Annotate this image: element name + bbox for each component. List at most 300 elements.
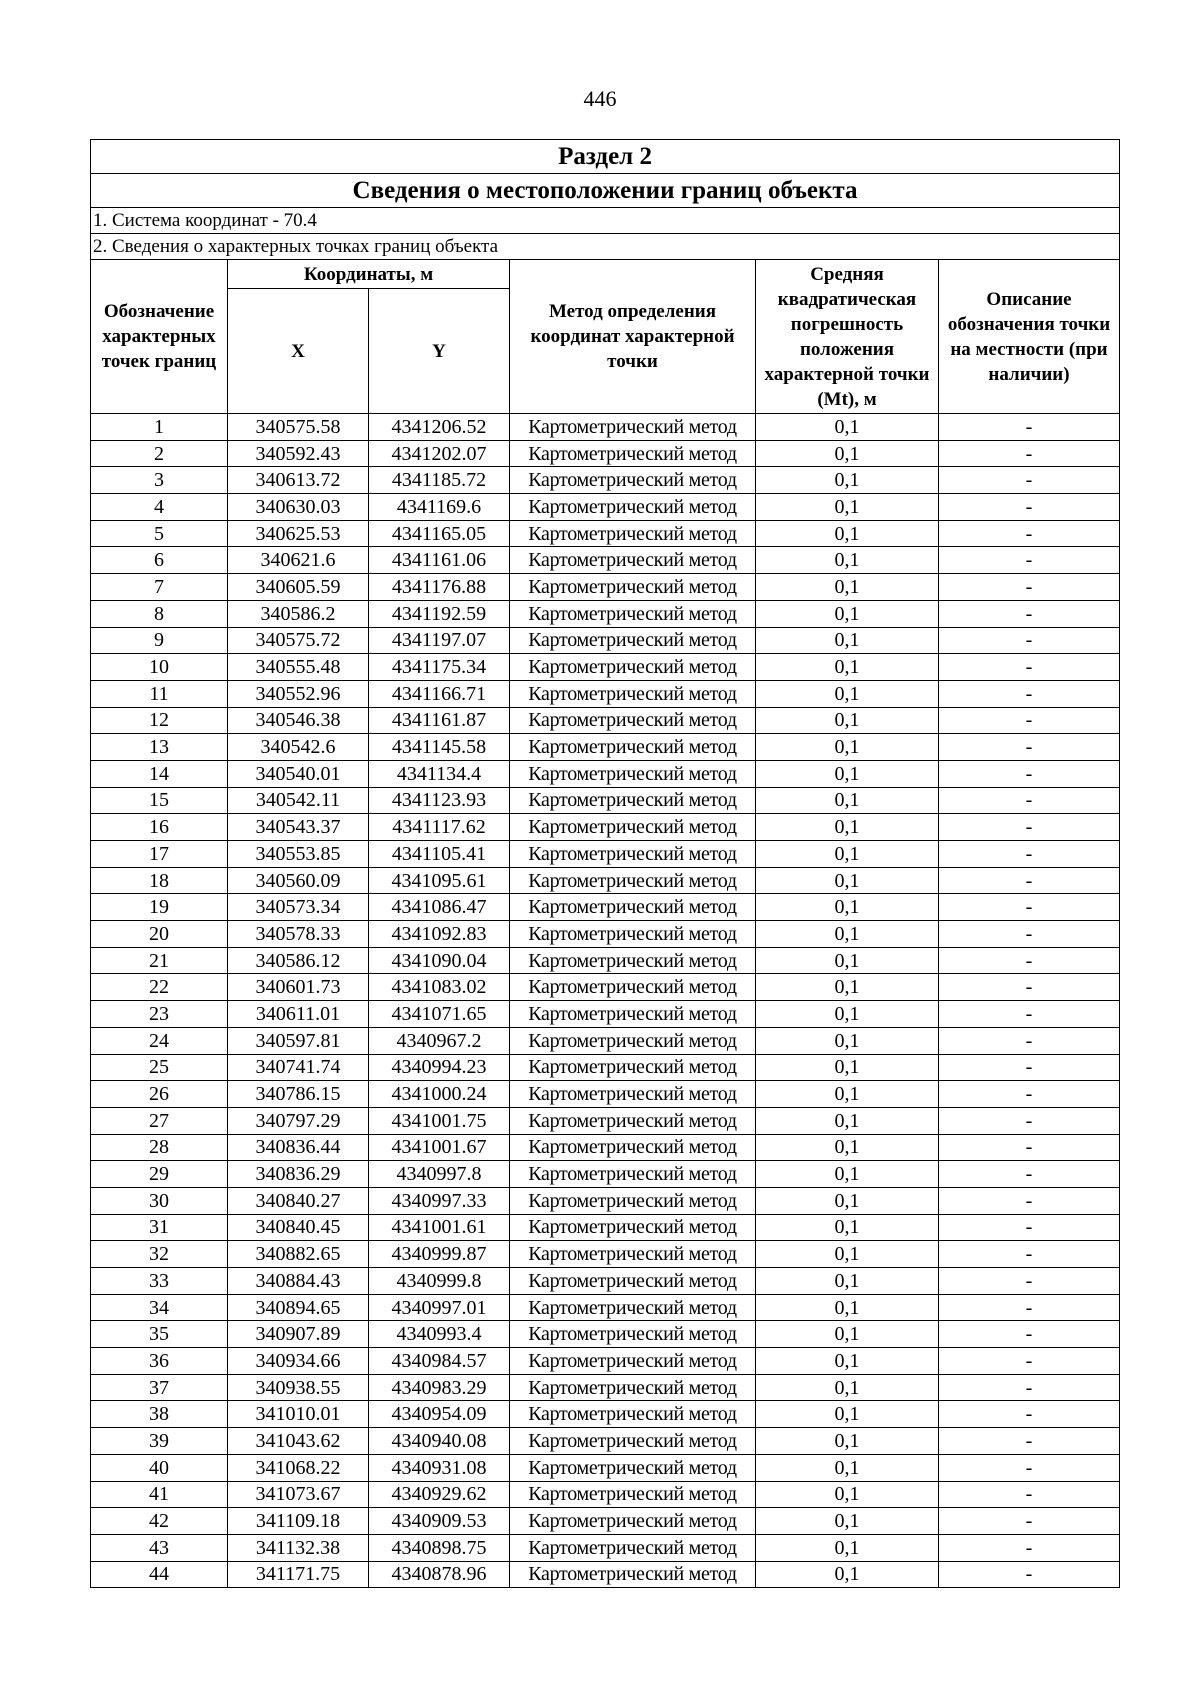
method-cell: Картометрический метод xyxy=(510,1428,756,1455)
method-cell: Картометрический метод xyxy=(510,414,756,441)
y-coordinate-cell: 4341001.67 xyxy=(369,1134,510,1161)
description-cell: - xyxy=(939,867,1120,894)
point-number-cell: 37 xyxy=(91,1374,228,1401)
point-number-cell: 31 xyxy=(91,1214,228,1241)
point-number-cell: 33 xyxy=(91,1268,228,1295)
accuracy-cell: 0,1 xyxy=(756,1321,939,1348)
x-coordinate-cell: 340601.73 xyxy=(228,974,369,1001)
description-cell: - xyxy=(939,1401,1120,1428)
method-cell: Картометрический метод xyxy=(510,894,756,921)
description-cell: - xyxy=(939,1454,1120,1481)
accuracy-cell: 0,1 xyxy=(756,921,939,948)
y-coordinate-cell: 4341165.05 xyxy=(369,520,510,547)
accuracy-cell: 0,1 xyxy=(756,894,939,921)
table-row xyxy=(91,1081,1120,1108)
x-coordinate-cell: 340836.29 xyxy=(228,1161,369,1188)
table-row xyxy=(91,707,1120,734)
description-cell: - xyxy=(939,974,1120,1001)
table-row xyxy=(91,1241,1120,1268)
y-coordinate-cell: 4341206.52 xyxy=(369,414,510,441)
y-coordinate-cell: 4341185.72 xyxy=(369,467,510,494)
accuracy-cell: 0,1 xyxy=(756,974,939,1001)
accuracy-cell: 0,1 xyxy=(756,1187,939,1214)
x-coordinate-cell: 341132.38 xyxy=(228,1534,369,1561)
description-cell: - xyxy=(939,547,1120,574)
table-row xyxy=(91,1001,1120,1028)
y-coordinate-cell: 4340954.09 xyxy=(369,1401,510,1428)
point-number-cell: 26 xyxy=(91,1081,228,1108)
point-number-cell: 16 xyxy=(91,814,228,841)
point-number-cell: 32 xyxy=(91,1241,228,1268)
description-cell: - xyxy=(939,841,1120,868)
y-coordinate-cell: 4340994.23 xyxy=(369,1054,510,1081)
description-cell: - xyxy=(939,574,1120,601)
point-number-cell: 21 xyxy=(91,947,228,974)
header-x: X xyxy=(228,289,369,414)
table-row xyxy=(91,974,1120,1001)
accuracy-cell: 0,1 xyxy=(756,1081,939,1108)
x-coordinate-cell: 341109.18 xyxy=(228,1508,369,1535)
accuracy-cell: 0,1 xyxy=(756,680,939,707)
y-coordinate-cell: 4341071.65 xyxy=(369,1001,510,1028)
header-coordinates: Координаты, м xyxy=(228,260,510,289)
accuracy-cell: 0,1 xyxy=(756,1107,939,1134)
point-number-cell: 12 xyxy=(91,707,228,734)
method-cell: Картометрический метод xyxy=(510,1508,756,1535)
x-coordinate-cell: 340553.85 xyxy=(228,841,369,868)
header-y: Y xyxy=(369,289,510,414)
accuracy-cell: 0,1 xyxy=(756,1241,939,1268)
point-number-cell: 22 xyxy=(91,974,228,1001)
x-coordinate-cell: 341043.62 xyxy=(228,1428,369,1455)
description-cell: - xyxy=(939,947,1120,974)
accuracy-cell: 0,1 xyxy=(756,1481,939,1508)
point-number-cell: 20 xyxy=(91,921,228,948)
accuracy-cell: 0,1 xyxy=(756,654,939,681)
accuracy-cell: 0,1 xyxy=(756,734,939,761)
description-cell: - xyxy=(939,1054,1120,1081)
accuracy-cell: 0,1 xyxy=(756,947,939,974)
y-coordinate-cell: 4341166.71 xyxy=(369,680,510,707)
description-cell: - xyxy=(939,1107,1120,1134)
method-cell: Картометрический метод xyxy=(510,654,756,681)
table-row xyxy=(91,1054,1120,1081)
x-coordinate-cell: 340542.11 xyxy=(228,787,369,814)
point-number-cell: 11 xyxy=(91,680,228,707)
y-coordinate-cell: 4341123.93 xyxy=(369,787,510,814)
y-coordinate-cell: 4341000.24 xyxy=(369,1081,510,1108)
method-cell: Картометрический метод xyxy=(510,1187,756,1214)
method-cell: Картометрический метод xyxy=(510,627,756,654)
accuracy-cell: 0,1 xyxy=(756,1348,939,1375)
y-coordinate-cell: 4341145.58 xyxy=(369,734,510,761)
method-cell: Картометрический метод xyxy=(510,440,756,467)
description-cell: - xyxy=(939,654,1120,681)
description-cell: - xyxy=(939,1321,1120,1348)
table-row xyxy=(91,1454,1120,1481)
method-cell: Картометрический метод xyxy=(510,1534,756,1561)
table-row xyxy=(91,467,1120,494)
description-cell: - xyxy=(939,627,1120,654)
x-coordinate-cell: 340586.12 xyxy=(228,947,369,974)
y-coordinate-cell: 4341001.75 xyxy=(369,1107,510,1134)
method-cell: Картометрический метод xyxy=(510,1454,756,1481)
point-number-cell: 5 xyxy=(91,520,228,547)
point-number-cell: 3 xyxy=(91,467,228,494)
method-cell: Картометрический метод xyxy=(510,1268,756,1295)
accuracy-cell: 0,1 xyxy=(756,1001,939,1028)
x-coordinate-cell: 340542.6 xyxy=(228,734,369,761)
accuracy-cell: 0,1 xyxy=(756,760,939,787)
x-coordinate-cell: 340560.09 xyxy=(228,867,369,894)
method-cell: Картометрический метод xyxy=(510,1107,756,1134)
x-coordinate-cell: 340613.72 xyxy=(228,467,369,494)
y-coordinate-cell: 4340967.2 xyxy=(369,1027,510,1054)
table-row xyxy=(91,440,1120,467)
point-number-cell: 2 xyxy=(91,440,228,467)
y-coordinate-cell: 4341175.34 xyxy=(369,654,510,681)
y-coordinate-cell: 4341105.41 xyxy=(369,841,510,868)
accuracy-cell: 0,1 xyxy=(756,494,939,521)
point-number-cell: 25 xyxy=(91,1054,228,1081)
point-number-cell: 19 xyxy=(91,894,228,921)
method-cell: Картометрический метод xyxy=(510,1481,756,1508)
table-row xyxy=(91,734,1120,761)
x-coordinate-cell: 340907.89 xyxy=(228,1321,369,1348)
y-coordinate-cell: 4340997.8 xyxy=(369,1161,510,1188)
description-cell: - xyxy=(939,440,1120,467)
accuracy-cell: 0,1 xyxy=(756,867,939,894)
method-cell: Картометрический метод xyxy=(510,1374,756,1401)
table-row xyxy=(91,814,1120,841)
y-coordinate-cell: 4341095.61 xyxy=(369,867,510,894)
accuracy-cell: 0,1 xyxy=(756,707,939,734)
accuracy-cell: 0,1 xyxy=(756,600,939,627)
method-cell: Картометрический метод xyxy=(510,1134,756,1161)
table-row xyxy=(91,1534,1120,1561)
description-cell: - xyxy=(939,1428,1120,1455)
description-cell: - xyxy=(939,1027,1120,1054)
method-cell: Картометрический метод xyxy=(510,947,756,974)
y-coordinate-cell: 4340999.87 xyxy=(369,1241,510,1268)
description-cell: - xyxy=(939,921,1120,948)
method-cell: Картометрический метод xyxy=(510,1348,756,1375)
table-row xyxy=(91,894,1120,921)
table-row xyxy=(91,1428,1120,1455)
point-number-cell: 13 xyxy=(91,734,228,761)
x-coordinate-cell: 340555.48 xyxy=(228,654,369,681)
accuracy-cell: 0,1 xyxy=(756,787,939,814)
accuracy-cell: 0,1 xyxy=(756,1561,939,1588)
method-cell: Картометрический метод xyxy=(510,494,756,521)
x-coordinate-cell: 340552.96 xyxy=(228,680,369,707)
header-method: Метод определения координат характерной точки xyxy=(510,260,756,414)
y-coordinate-cell: 4341192.59 xyxy=(369,600,510,627)
method-cell: Картометрический метод xyxy=(510,1214,756,1241)
point-number-cell: 17 xyxy=(91,841,228,868)
y-coordinate-cell: 4340931.08 xyxy=(369,1454,510,1481)
point-number-cell: 41 xyxy=(91,1481,228,1508)
accuracy-cell: 0,1 xyxy=(756,1454,939,1481)
accuracy-cell: 0,1 xyxy=(756,1428,939,1455)
method-cell: Картометрический метод xyxy=(510,1081,756,1108)
x-coordinate-cell: 341073.67 xyxy=(228,1481,369,1508)
y-coordinate-cell: 4340940.08 xyxy=(369,1428,510,1455)
table-row xyxy=(91,414,1120,441)
x-coordinate-cell: 340578.33 xyxy=(228,921,369,948)
table-row xyxy=(91,1508,1120,1535)
description-cell: - xyxy=(939,1561,1120,1588)
point-number-cell: 34 xyxy=(91,1294,228,1321)
x-coordinate-cell: 340611.01 xyxy=(228,1001,369,1028)
x-coordinate-cell: 340586.2 xyxy=(228,600,369,627)
points-heading-line: 2. Сведения о характерных точках границ объекта xyxy=(91,234,1120,260)
table-row xyxy=(91,494,1120,521)
point-number-cell: 28 xyxy=(91,1134,228,1161)
y-coordinate-cell: 4340997.01 xyxy=(369,1294,510,1321)
table-row xyxy=(91,1294,1120,1321)
y-coordinate-cell: 4341083.02 xyxy=(369,974,510,1001)
table-row xyxy=(91,1134,1120,1161)
x-coordinate-cell: 341068.22 xyxy=(228,1454,369,1481)
x-coordinate-cell: 340786.15 xyxy=(228,1081,369,1108)
table-row xyxy=(91,654,1120,681)
section-title: Раздел 2 xyxy=(91,140,1120,174)
point-number-cell: 42 xyxy=(91,1508,228,1535)
page-number: 446 xyxy=(583,86,617,111)
table-row xyxy=(91,520,1120,547)
y-coordinate-cell: 4341197.07 xyxy=(369,627,510,654)
table-row xyxy=(91,760,1120,787)
description-cell: - xyxy=(939,1294,1120,1321)
x-coordinate-cell: 340840.27 xyxy=(228,1187,369,1214)
method-cell: Картометрический метод xyxy=(510,1321,756,1348)
method-cell: Картометрический метод xyxy=(510,734,756,761)
point-number-cell: 15 xyxy=(91,787,228,814)
point-number-cell: 38 xyxy=(91,1401,228,1428)
table-row xyxy=(91,547,1120,574)
method-cell: Картометрический метод xyxy=(510,867,756,894)
header-point-designation: Обозначение характерных точек границ xyxy=(91,260,228,414)
table-row xyxy=(91,1027,1120,1054)
y-coordinate-cell: 4340984.57 xyxy=(369,1348,510,1375)
y-coordinate-cell: 4340999.8 xyxy=(369,1268,510,1295)
method-cell: Картометрический метод xyxy=(510,974,756,1001)
y-coordinate-cell: 4341134.4 xyxy=(369,760,510,787)
x-coordinate-cell: 340575.58 xyxy=(228,414,369,441)
description-cell: - xyxy=(939,1214,1120,1241)
table-row xyxy=(91,867,1120,894)
description-cell: - xyxy=(939,1348,1120,1375)
y-coordinate-cell: 4340929.62 xyxy=(369,1481,510,1508)
table-row xyxy=(91,1561,1120,1588)
description-cell: - xyxy=(939,707,1120,734)
point-number-cell: 6 xyxy=(91,547,228,574)
point-number-cell: 30 xyxy=(91,1187,228,1214)
accuracy-cell: 0,1 xyxy=(756,414,939,441)
y-coordinate-cell: 4340993.4 xyxy=(369,1321,510,1348)
x-coordinate-cell: 341171.75 xyxy=(228,1561,369,1588)
x-coordinate-cell: 340573.34 xyxy=(228,894,369,921)
x-coordinate-cell: 340840.45 xyxy=(228,1214,369,1241)
y-coordinate-cell: 4341161.87 xyxy=(369,707,510,734)
x-coordinate-cell: 340605.59 xyxy=(228,574,369,601)
method-cell: Картометрический метод xyxy=(510,1241,756,1268)
accuracy-cell: 0,1 xyxy=(756,1054,939,1081)
y-coordinate-cell: 4341001.61 xyxy=(369,1214,510,1241)
accuracy-cell: 0,1 xyxy=(756,520,939,547)
accuracy-cell: 0,1 xyxy=(756,574,939,601)
x-coordinate-cell: 340882.65 xyxy=(228,1241,369,1268)
method-cell: Картометрический метод xyxy=(510,787,756,814)
method-cell: Картометрический метод xyxy=(510,520,756,547)
description-cell: - xyxy=(939,1161,1120,1188)
method-cell: Картометрический метод xyxy=(510,760,756,787)
accuracy-cell: 0,1 xyxy=(756,1027,939,1054)
x-coordinate-cell: 340741.74 xyxy=(228,1054,369,1081)
description-cell: - xyxy=(939,1268,1120,1295)
point-number-cell: 9 xyxy=(91,627,228,654)
table-row xyxy=(91,1348,1120,1375)
accuracy-cell: 0,1 xyxy=(756,1268,939,1295)
table-row xyxy=(91,947,1120,974)
table-row xyxy=(91,574,1120,601)
point-number-cell: 1 xyxy=(91,414,228,441)
description-cell: - xyxy=(939,894,1120,921)
method-cell: Картометрический метод xyxy=(510,1561,756,1588)
method-cell: Картометрический метод xyxy=(510,1294,756,1321)
description-cell: - xyxy=(939,520,1120,547)
description-cell: - xyxy=(939,494,1120,521)
x-coordinate-cell: 340597.81 xyxy=(228,1027,369,1054)
method-cell: Картометрический метод xyxy=(510,467,756,494)
method-cell: Картометрический метод xyxy=(510,814,756,841)
y-coordinate-cell: 4341176.88 xyxy=(369,574,510,601)
description-cell: - xyxy=(939,1481,1120,1508)
header-description: Описание обозначения точки на местности (при наличии) xyxy=(939,260,1120,414)
x-coordinate-cell: 340543.37 xyxy=(228,814,369,841)
description-cell: - xyxy=(939,1534,1120,1561)
x-coordinate-cell: 341010.01 xyxy=(228,1401,369,1428)
accuracy-cell: 0,1 xyxy=(756,1214,939,1241)
y-coordinate-cell: 4341161.06 xyxy=(369,547,510,574)
x-coordinate-cell: 340592.43 xyxy=(228,440,369,467)
x-coordinate-cell: 340894.65 xyxy=(228,1294,369,1321)
x-coordinate-cell: 340540.01 xyxy=(228,760,369,787)
method-cell: Картометрический метод xyxy=(510,1001,756,1028)
description-cell: - xyxy=(939,734,1120,761)
description-cell: - xyxy=(939,1241,1120,1268)
x-coordinate-cell: 340546.38 xyxy=(228,707,369,734)
description-cell: - xyxy=(939,1081,1120,1108)
point-number-cell: 7 xyxy=(91,574,228,601)
method-cell: Картометрический метод xyxy=(510,921,756,948)
method-cell: Картометрический метод xyxy=(510,1054,756,1081)
y-coordinate-cell: 4341086.47 xyxy=(369,894,510,921)
table-row xyxy=(91,1481,1120,1508)
y-coordinate-cell: 4340878.96 xyxy=(369,1561,510,1588)
x-coordinate-cell: 340797.29 xyxy=(228,1107,369,1134)
point-number-cell: 10 xyxy=(91,654,228,681)
point-number-cell: 24 xyxy=(91,1027,228,1054)
method-cell: Картометрический метод xyxy=(510,574,756,601)
point-number-cell: 4 xyxy=(91,494,228,521)
point-number-cell: 8 xyxy=(91,600,228,627)
table-row xyxy=(91,1321,1120,1348)
description-cell: - xyxy=(939,1374,1120,1401)
accuracy-cell: 0,1 xyxy=(756,1374,939,1401)
table-row xyxy=(91,1374,1120,1401)
accuracy-cell: 0,1 xyxy=(756,547,939,574)
method-cell: Картометрический метод xyxy=(510,1161,756,1188)
table-row xyxy=(91,921,1120,948)
point-number-cell: 29 xyxy=(91,1161,228,1188)
description-cell: - xyxy=(939,600,1120,627)
section-subtitle: Сведения о местоположении границ объекта xyxy=(91,174,1120,208)
accuracy-cell: 0,1 xyxy=(756,1294,939,1321)
table-row xyxy=(91,1187,1120,1214)
table-row xyxy=(91,787,1120,814)
description-cell: - xyxy=(939,1001,1120,1028)
y-coordinate-cell: 4340997.33 xyxy=(369,1187,510,1214)
header-accuracy: Средняя квадратическая погрешность положения характерной точки (Mt), м xyxy=(756,260,939,414)
table-row xyxy=(91,1107,1120,1134)
method-cell: Картометрический метод xyxy=(510,547,756,574)
description-cell: - xyxy=(939,1134,1120,1161)
table-row xyxy=(91,841,1120,868)
accuracy-cell: 0,1 xyxy=(756,1508,939,1535)
point-number-cell: 36 xyxy=(91,1348,228,1375)
y-coordinate-cell: 4340898.75 xyxy=(369,1534,510,1561)
point-number-cell: 44 xyxy=(91,1561,228,1588)
accuracy-cell: 0,1 xyxy=(756,440,939,467)
accuracy-cell: 0,1 xyxy=(756,814,939,841)
description-cell: - xyxy=(939,760,1120,787)
table-row xyxy=(91,1161,1120,1188)
y-coordinate-cell: 4340909.53 xyxy=(369,1508,510,1535)
y-coordinate-cell: 4340983.29 xyxy=(369,1374,510,1401)
y-coordinate-cell: 4341169.6 xyxy=(369,494,510,521)
point-number-cell: 14 xyxy=(91,760,228,787)
method-cell: Картометрический метод xyxy=(510,707,756,734)
x-coordinate-cell: 340934.66 xyxy=(228,1348,369,1375)
table-row xyxy=(91,1214,1120,1241)
point-number-cell: 23 xyxy=(91,1001,228,1028)
accuracy-cell: 0,1 xyxy=(756,1161,939,1188)
accuracy-cell: 0,1 xyxy=(756,841,939,868)
accuracy-cell: 0,1 xyxy=(756,1134,939,1161)
accuracy-cell: 0,1 xyxy=(756,467,939,494)
boundary-points-table xyxy=(90,139,1120,1588)
y-coordinate-cell: 4341090.04 xyxy=(369,947,510,974)
method-cell: Картометрический метод xyxy=(510,680,756,707)
accuracy-cell: 0,1 xyxy=(756,627,939,654)
x-coordinate-cell: 340884.43 xyxy=(228,1268,369,1295)
point-number-cell: 27 xyxy=(91,1107,228,1134)
accuracy-cell: 0,1 xyxy=(756,1401,939,1428)
method-cell: Картометрический метод xyxy=(510,1027,756,1054)
x-coordinate-cell: 340630.03 xyxy=(228,494,369,521)
y-coordinate-cell: 4341202.07 xyxy=(369,440,510,467)
table-row xyxy=(91,1401,1120,1428)
description-cell: - xyxy=(939,814,1120,841)
coordinate-system-line: 1. Система координат - 70.4 xyxy=(91,208,1120,234)
point-number-cell: 40 xyxy=(91,1454,228,1481)
description-cell: - xyxy=(939,467,1120,494)
x-coordinate-cell: 340575.72 xyxy=(228,627,369,654)
x-coordinate-cell: 340625.53 xyxy=(228,520,369,547)
x-coordinate-cell: 340938.55 xyxy=(228,1374,369,1401)
